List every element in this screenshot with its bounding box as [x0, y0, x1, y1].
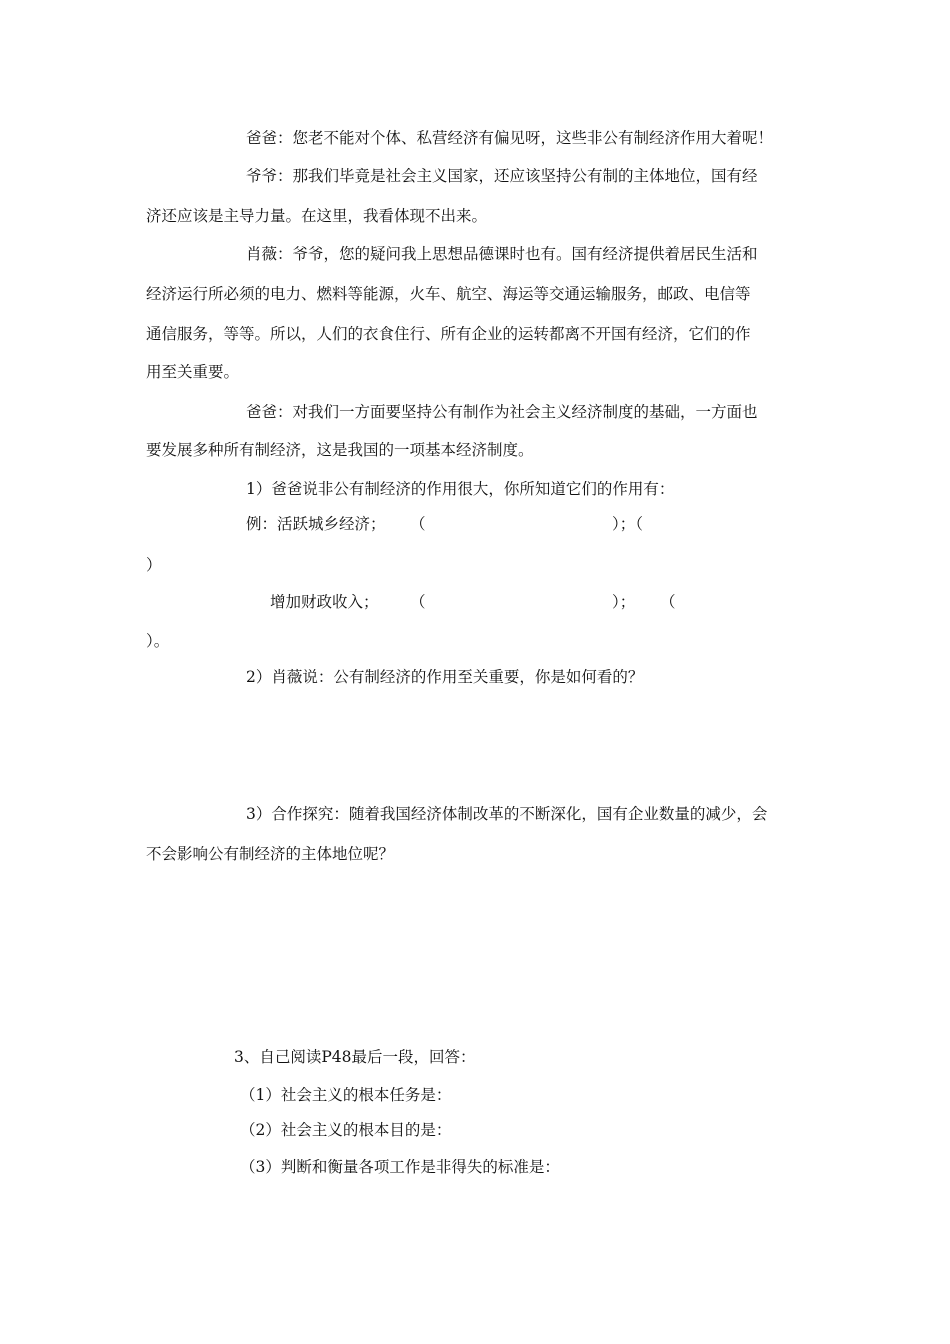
dialogue-line-8: 爸爸：对我们一方面要坚持公有制作为社会主义经济制度的基础，一方面也 — [246, 403, 758, 421]
dialogue-line-1: 爸爸：您老不能对个体、私营经济有偏见呀，这些非公有制经济作用大着呢！ — [246, 129, 774, 147]
section-3-item-2: （2）社会主义的根本目的是： — [240, 1121, 452, 1139]
dialogue-line-7: 用至关重要。 — [146, 363, 240, 381]
blank-open-paren-3: （ — [410, 593, 426, 611]
blank-close-paren-2: ） — [146, 556, 162, 574]
example-label: 例：活跃城乡经济； — [246, 515, 386, 533]
dialogue-line-3: 济还应该是主导力量。在这里，我看体现不出来。 — [146, 207, 488, 225]
dialogue-line-5: 经济运行所必须的电力、燃料等能源，火车、航空、海运等交通运输服务，邮政、电信等 — [146, 285, 751, 303]
dialogue-line-2: 爷爷：那我们毕竟是社会主义国家，还应该坚持公有制的主体地位，国有经 — [246, 167, 758, 185]
blank-close-paren-3: ）； — [612, 593, 636, 611]
section-3-item-3: （3）判断和衡量各项工作是非得失的标准是： — [240, 1158, 560, 1176]
blank-close-paren-4: ）。 — [146, 632, 170, 650]
question-1-prompt: 1）爸爸说非公有制经济的作用很大，你所知道它们的作用有： — [246, 480, 675, 498]
dialogue-line-9: 要发展多种所有制经济，这是我国的一项基本经济制度。 — [146, 441, 534, 459]
blank-open-paren: （ — [410, 515, 426, 533]
question-3-line-1: 3）合作探究：随着我国经济体制改革的不断深化，国有企业数量的减少，会 — [246, 805, 768, 823]
dialogue-line-4: 肖薇：爷爷，您的疑问我上思想品德课时也有。国有经济提供着居民生活和 — [246, 245, 758, 263]
blank-close-paren: ）；（ — [612, 515, 644, 533]
question-3-line-2: 不会影响公有制经济的主体地位呢？ — [146, 845, 395, 863]
blank-open-paren-4: （ — [660, 593, 676, 611]
section-3-item-1: （1）社会主义的根本任务是： — [240, 1086, 452, 1104]
dialogue-line-6: 通信服务，等等。所以，人们的衣食住行、所有企业的运转都离不开国有经济，它们的作 — [146, 325, 751, 343]
section-3-heading: 3、自己阅读P48最后一段，回答： — [234, 1048, 476, 1066]
question-2-prompt: 2）肖薇说：公有制经济的作用至关重要，你是如何看的？ — [246, 668, 644, 686]
example2-label: 增加财政收入； — [270, 593, 379, 611]
